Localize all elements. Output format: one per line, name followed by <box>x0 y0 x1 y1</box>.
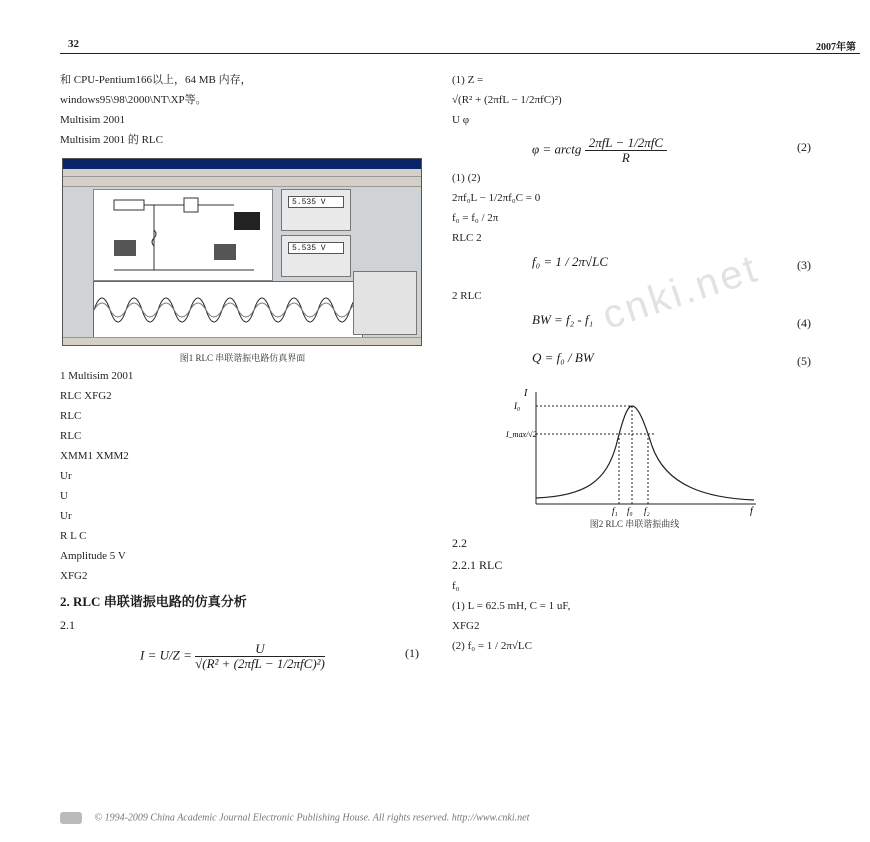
circuit-canvas <box>93 189 273 281</box>
equation-2-number: (2) <box>797 140 811 154</box>
oscilloscope-panel <box>93 281 363 339</box>
multimeter-display-1: 5.535 V <box>288 196 344 208</box>
function-generator-panel <box>353 271 417 335</box>
section-2-2-1-title: 2.2.1 RLC <box>452 558 503 572</box>
running-header <box>60 38 860 54</box>
equation-4-body: BW = f₂ - f₁ <box>532 312 594 327</box>
right-line-4: (1) (2) <box>452 172 481 184</box>
screenshot-titlebar <box>63 159 421 169</box>
equation-1-number: (1) <box>405 646 419 660</box>
intro-line-2: windows95\98\2000\NT\XP等。 <box>60 94 207 106</box>
equation-4-number: (4) <box>797 316 811 330</box>
sine-waveform <box>94 282 362 338</box>
body-line-4: RLC <box>60 430 82 442</box>
section-2-title: 2. RLC 串联谐振电路的仿真分析 <box>60 594 247 609</box>
body-line-11: XFG2 <box>60 570 88 582</box>
body-line-1: 1 Multisim 2001 <box>60 370 134 382</box>
copyright-text: © 1994-2009 China Academic Journal Electronic Publishing House. All rights reserved. http://www.cnki.net <box>94 812 530 824</box>
equation-1-body <box>140 642 325 671</box>
curve-x-label: f <box>750 506 753 516</box>
body-line-8: Ur <box>60 510 72 522</box>
screenshot-taskbar <box>63 337 421 345</box>
equation-3-number: (3) <box>797 258 811 272</box>
curve-f1-label: f₁ <box>612 506 618 516</box>
equation-3 <box>452 248 817 286</box>
params-line: (1) L = 62.5 mH, C = 1 uF, <box>452 600 571 612</box>
body-line-9: R L C <box>60 530 87 542</box>
right-line-7: RLC 2 <box>452 232 482 244</box>
intro-line-1: 和 CPU-Pentium166以上，64 MB 内存， <box>60 74 252 86</box>
figure1-caption: 图1 RLC 串联谐振电路仿真界面 <box>179 353 306 363</box>
body-line-5: XMM1 XMM2 <box>60 450 129 462</box>
footer <box>60 812 860 824</box>
curve-f2-label: f₂ <box>644 506 650 516</box>
equation-1-lhs: I = U/Z = <box>140 647 192 663</box>
body-line-2: RLC XFG2 <box>60 390 112 402</box>
issue-label: 2007年第 <box>816 42 856 53</box>
multimeter-panel-1 <box>281 189 351 231</box>
equation-2-lhs: φ = arctg <box>532 141 582 157</box>
intro-line-3: Multisim 2001 <box>60 114 126 126</box>
cnki-logo-icon <box>60 812 82 824</box>
watermark: cnki.net <box>597 246 765 338</box>
multimeter-panel-2 <box>281 235 351 277</box>
equation-2-body <box>532 136 667 165</box>
calc-line: (2) f₀ = 1 / 2π√LC <box>452 640 532 652</box>
section-2-2-1-sub: f₀ <box>452 580 460 592</box>
screenshot-toolbar <box>63 177 421 187</box>
body-line-7: U <box>60 490 68 502</box>
body-line-6: Ur <box>60 470 72 482</box>
body-line-10: Amplitude 5 V <box>60 550 126 562</box>
right-line-6: f₀ = f₀ / 2π <box>452 212 499 224</box>
equation-1 <box>60 636 425 674</box>
right-line-3: U φ <box>452 114 470 126</box>
resonance-curve-figure <box>506 386 766 516</box>
equation-2-fraction: $\frac{\text{2πfL − 1/2πfC}}{R}$ <box>585 136 667 165</box>
equation-3-body: f₀ = 1 / 2π√LC <box>532 254 609 269</box>
equation-5-body: Q = f₀ / BW <box>532 350 594 365</box>
equation-2 <box>452 130 817 168</box>
multimeter-display-2: 5.535 V <box>288 242 344 254</box>
curve-y-label: I <box>524 388 528 399</box>
page-number: 32 <box>68 38 79 50</box>
equation-5-number: (5) <box>797 354 811 368</box>
figure2-caption: 图2 RLC 串联谐振曲线 <box>589 519 680 529</box>
resonance-curve <box>506 386 766 516</box>
intro-line-4: Multisim 2001 的 RLC <box>60 134 163 146</box>
right-line-8: 2 RLC <box>452 290 482 302</box>
equation-4 <box>452 306 817 344</box>
equation-1-fraction: $\frac{U}{\text{√(R² + (2πfL − 1/2πfC)²)}}$ <box>195 641 325 671</box>
equation-5 <box>452 344 817 382</box>
right-line-5: 2πf₀L − 1/2πf₀C = 0 <box>452 192 541 204</box>
body-line-3: RLC <box>60 410 82 422</box>
curve-i0-label: I₀ <box>514 401 521 411</box>
figure1-screenshot <box>62 158 422 346</box>
section-2-1-title: 2.1 <box>60 618 75 632</box>
left-column <box>60 70 425 674</box>
right-column <box>452 70 817 656</box>
curve-imax-label: I_max/√2 <box>506 430 537 439</box>
section-2-2-title: 2.2 <box>452 536 467 550</box>
curve-f0-label: f₀ <box>627 506 633 516</box>
xfg2-line: XFG2 <box>452 620 480 632</box>
circuit-schematic <box>94 190 272 280</box>
screenshot-menubar <box>63 169 421 177</box>
right-line-2: √(R² + (2πfL − 1/2πfC)²) <box>452 94 562 106</box>
right-line-1: (1) Z = <box>452 74 484 86</box>
